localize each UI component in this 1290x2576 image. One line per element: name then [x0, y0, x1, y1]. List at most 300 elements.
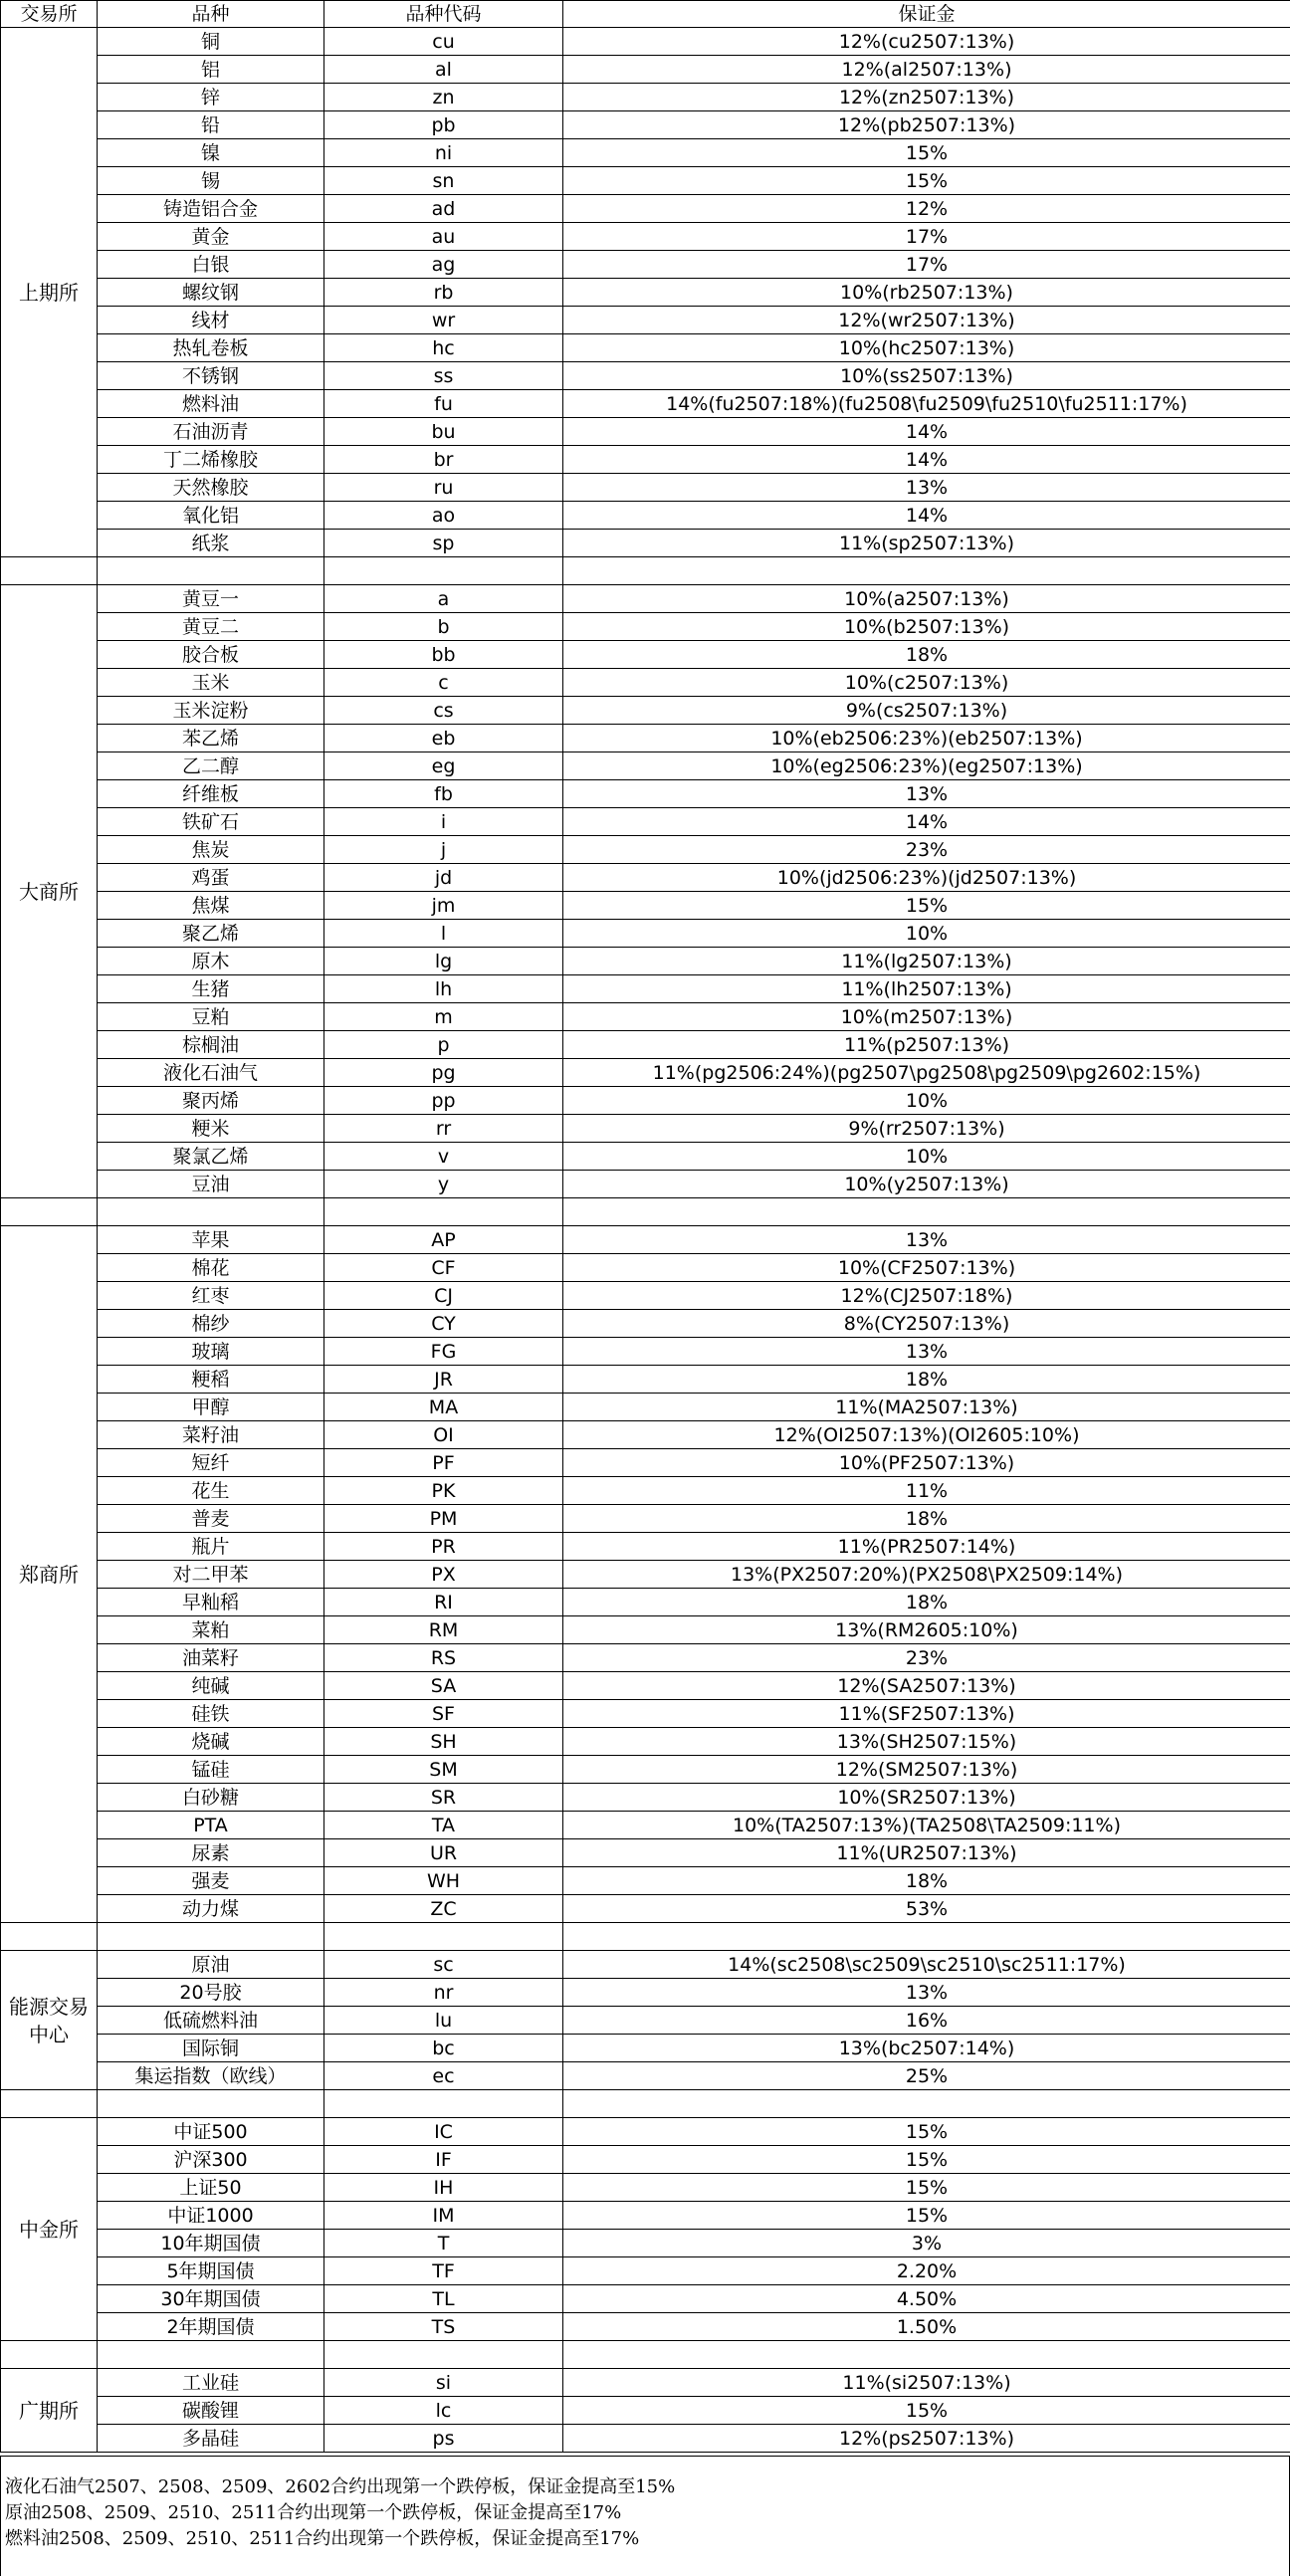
table-row — [1, 836, 1290, 864]
empty-cell — [98, 1923, 324, 1951]
empty-cell — [563, 2341, 1290, 2369]
code-cell: JR — [324, 1366, 563, 1394]
table-row — [1, 752, 1290, 780]
table-row — [1, 502, 1290, 530]
empty-cell — [98, 557, 324, 585]
code-cell: RI — [324, 1589, 563, 1616]
code-cell: b — [324, 613, 563, 641]
variety-cell: 原木 — [98, 948, 324, 975]
variety-cell: 玉米淀粉 — [98, 697, 324, 725]
exchange-cell: 广期所 — [1, 2369, 98, 2453]
variety-cell: 黄豆二 — [98, 613, 324, 641]
code-cell: si — [324, 2369, 563, 2397]
table-row — [1, 56, 1290, 84]
variety-cell: 动力煤 — [98, 1895, 324, 1923]
code-cell: PR — [324, 1533, 563, 1561]
margin-cell: 11%(SF2507:13%) — [563, 1700, 1290, 1728]
margin-cell: 13% — [563, 1226, 1290, 1254]
code-cell: m — [324, 1003, 563, 1031]
margin-cell: 15% — [563, 2146, 1290, 2174]
margin-cell: 10%(TA2507:13%)(TA2508\TA2509:11%) — [563, 1812, 1290, 1839]
code-cell: v — [324, 1143, 563, 1171]
table-row — [1, 390, 1290, 418]
empty-cell — [98, 2090, 324, 2118]
margin-cell: 10%(ss2507:13%) — [563, 362, 1290, 390]
margin-cell: 15% — [563, 2118, 1290, 2146]
code-cell: CJ — [324, 1282, 563, 1310]
variety-cell: 纤维板 — [98, 780, 324, 808]
table-row — [1, 167, 1290, 195]
margin-cell: 11%(sp2507:13%) — [563, 530, 1290, 557]
variety-cell: 螺纹钢 — [98, 279, 324, 307]
table-row — [1, 111, 1290, 139]
empty-cell — [563, 557, 1290, 585]
margin-cell: 14%(sc2508\sc2509\sc2510\sc2511:17%) — [563, 1951, 1290, 1979]
separator-row — [1, 2341, 1290, 2369]
margin-cell: 9%(rr2507:13%) — [563, 1115, 1290, 1143]
variety-cell: 锌 — [98, 84, 324, 111]
table-row — [1, 1394, 1290, 1421]
table-row — [1, 1561, 1290, 1589]
margin-cell: 23% — [563, 836, 1290, 864]
code-cell: T — [324, 2230, 563, 2257]
code-cell: MA — [324, 1394, 563, 1421]
code-cell: SA — [324, 1672, 563, 1700]
table-row — [1, 585, 1290, 613]
table-row — [1, 1003, 1290, 1031]
code-cell: ni — [324, 139, 563, 167]
margin-cell: 2.20% — [563, 2257, 1290, 2285]
margin-cell: 8%(CY2507:13%) — [563, 1310, 1290, 1338]
code-cell: SH — [324, 1728, 563, 1756]
code-cell: l — [324, 920, 563, 948]
table-row — [1, 307, 1290, 334]
table-row — [1, 1338, 1290, 1366]
table-row — [1, 28, 1290, 56]
table-row — [1, 1644, 1290, 1672]
margin-cell: 13%(PX2507:20%)(PX2508\PX2509:14%) — [563, 1561, 1290, 1589]
table-row — [1, 2062, 1290, 2090]
margin-cell: 12%(SM2507:13%) — [563, 1756, 1290, 1784]
table-row — [1, 725, 1290, 752]
code-cell: sp — [324, 530, 563, 557]
table-row — [1, 1282, 1290, 1310]
margin-cell: 14% — [563, 808, 1290, 836]
code-cell: SR — [324, 1784, 563, 1812]
margin-cell: 15% — [563, 167, 1290, 195]
code-cell: IH — [324, 2174, 563, 2202]
table-row — [1, 84, 1290, 111]
table-row — [1, 1533, 1290, 1561]
exchange-cell: 上期所 — [1, 28, 98, 557]
table-row — [1, 1979, 1290, 2007]
table-row — [1, 1366, 1290, 1394]
variety-cell: 菜粕 — [98, 1616, 324, 1644]
table-row — [1, 1839, 1290, 1867]
variety-cell: 低硫燃料油 — [98, 2007, 324, 2035]
variety-cell: 上证50 — [98, 2174, 324, 2202]
margin-cell: 10%(a2507:13%) — [563, 585, 1290, 613]
code-cell: ps — [324, 2425, 563, 2453]
margin-cell: 18% — [563, 641, 1290, 669]
exchange-cell: 能源交易中心 — [1, 1951, 98, 2090]
variety-cell: 玻璃 — [98, 1338, 324, 1366]
margin-cell: 14% — [563, 446, 1290, 474]
table-row — [1, 362, 1290, 390]
variety-cell: 铅 — [98, 111, 324, 139]
code-cell: ec — [324, 2062, 563, 2090]
variety-cell: 强麦 — [98, 1867, 324, 1895]
variety-cell: 花生 — [98, 1477, 324, 1505]
margin-cell: 11%(UR2507:13%) — [563, 1839, 1290, 1867]
margin-cell: 11%(MA2507:13%) — [563, 1394, 1290, 1421]
margin-cell: 18% — [563, 1366, 1290, 1394]
exchange-cell: 郑商所 — [1, 1226, 98, 1923]
code-cell: bb — [324, 641, 563, 669]
table-row — [1, 1449, 1290, 1477]
margin-cell: 14%(fu2507:18%)(fu2508\fu2509\fu2510\fu2511:17%) — [563, 390, 1290, 418]
table-row — [1, 139, 1290, 167]
variety-cell: 焦炭 — [98, 836, 324, 864]
code-cell: i — [324, 808, 563, 836]
variety-cell: 中证500 — [98, 2118, 324, 2146]
code-cell: PX — [324, 1561, 563, 1589]
margin-cell: 15% — [563, 2202, 1290, 2230]
empty-cell — [324, 1923, 563, 1951]
margin-cell: 13%(SH2507:15%) — [563, 1728, 1290, 1756]
variety-cell: 胶合板 — [98, 641, 324, 669]
variety-cell: 石油沥青 — [98, 418, 324, 446]
variety-cell: 集运指数（欧线） — [98, 2062, 324, 2090]
margin-cell: 10% — [563, 1143, 1290, 1171]
variety-cell: 原油 — [98, 1951, 324, 1979]
margin-cell: 10%(b2507:13%) — [563, 613, 1290, 641]
code-cell: rb — [324, 279, 563, 307]
table-row — [1, 1059, 1290, 1087]
separator-row — [1, 1198, 1290, 1226]
variety-cell: 2年期国债 — [98, 2313, 324, 2341]
table-row — [1, 1700, 1290, 1728]
code-cell: eb — [324, 725, 563, 752]
variety-cell: 沪深300 — [98, 2146, 324, 2174]
table-row — [1, 1254, 1290, 1282]
variety-cell: 菜籽油 — [98, 1421, 324, 1449]
table-row — [1, 1867, 1290, 1895]
variety-cell: 苯乙烯 — [98, 725, 324, 752]
code-cell: PK — [324, 1477, 563, 1505]
margin-cell: 12%(cu2507:13%) — [563, 28, 1290, 56]
table-row — [1, 1087, 1290, 1115]
table-row — [1, 195, 1290, 223]
margin-cell: 12%(CJ2507:18%) — [563, 1282, 1290, 1310]
code-cell: lg — [324, 948, 563, 975]
empty-cell — [324, 2341, 563, 2369]
separator-row — [1, 1923, 1290, 1951]
empty-cell — [324, 557, 563, 585]
variety-cell: 热轧卷板 — [98, 334, 324, 362]
empty-cell — [98, 2341, 324, 2369]
variety-cell: 聚乙烯 — [98, 920, 324, 948]
code-cell: sc — [324, 1951, 563, 1979]
variety-cell: 鸡蛋 — [98, 864, 324, 892]
margin-cell: 13% — [563, 1979, 1290, 2007]
variety-cell: 天然橡胶 — [98, 474, 324, 502]
code-cell: IM — [324, 2202, 563, 2230]
variety-cell: 锡 — [98, 167, 324, 195]
margin-cell: 12%(al2507:13%) — [563, 56, 1290, 84]
table-row — [1, 2230, 1290, 2257]
empty-cell — [563, 2090, 1290, 2118]
variety-cell: 黄豆一 — [98, 585, 324, 613]
code-cell: sn — [324, 167, 563, 195]
variety-cell: 粳米 — [98, 1115, 324, 1143]
exchange-cell: 中金所 — [1, 2118, 98, 2341]
margin-cell: 10%(c2507:13%) — [563, 669, 1290, 697]
code-cell: rr — [324, 1115, 563, 1143]
margin-cell: 14% — [563, 418, 1290, 446]
code-cell: ZC — [324, 1895, 563, 1923]
variety-cell: 氧化铝 — [98, 502, 324, 530]
variety-cell: 铝 — [98, 56, 324, 84]
variety-cell: 棕榈油 — [98, 1031, 324, 1059]
code-cell: CY — [324, 1310, 563, 1338]
code-cell: pb — [324, 111, 563, 139]
margin-cell: 1.50% — [563, 2313, 1290, 2341]
margin-cell: 10%(SR2507:13%) — [563, 1784, 1290, 1812]
table-row — [1, 1728, 1290, 1756]
code-cell: SF — [324, 1700, 563, 1728]
variety-cell: 聚氯乙烯 — [98, 1143, 324, 1171]
variety-cell: 聚丙烯 — [98, 1087, 324, 1115]
table-row — [1, 1616, 1290, 1644]
margin-cell: 10%(m2507:13%) — [563, 1003, 1290, 1031]
code-cell: cs — [324, 697, 563, 725]
code-cell: ss — [324, 362, 563, 390]
margin-table-body — [1, 1, 1290, 2453]
table-row — [1, 1115, 1290, 1143]
code-cell: y — [324, 1171, 563, 1198]
code-cell: nr — [324, 1979, 563, 2007]
variety-cell: 白银 — [98, 251, 324, 279]
margin-cell: 12%(wr2507:13%) — [563, 307, 1290, 334]
code-cell: RS — [324, 1644, 563, 1672]
note-line: 燃料油2508、2509、2510、2511合约出现第一个跌停板，保证金提高至17% — [5, 2528, 640, 2549]
variety-cell: 液化石油气 — [98, 1059, 324, 1087]
margin-cell: 3% — [563, 2230, 1290, 2257]
code-cell: ao — [324, 502, 563, 530]
table-row — [1, 1226, 1290, 1254]
variety-cell: 棉花 — [98, 1254, 324, 1282]
margin-cell: 10%(rb2507:13%) — [563, 279, 1290, 307]
margin-cell: 10%(y2507:13%) — [563, 1171, 1290, 1198]
code-cell: SM — [324, 1756, 563, 1784]
table-row — [1, 1951, 1290, 1979]
variety-cell: 线材 — [98, 307, 324, 334]
margin-cell: 18% — [563, 1505, 1290, 1533]
margin-cell: 10%(eg2506:23%)(eg2507:13%) — [563, 752, 1290, 780]
code-cell: RM — [324, 1616, 563, 1644]
empty-cell — [1, 1923, 98, 1951]
header-variety: 品种 — [98, 1, 324, 28]
code-cell: ad — [324, 195, 563, 223]
code-cell: bc — [324, 2035, 563, 2062]
margin-cell: 13%(RM2605:10%) — [563, 1616, 1290, 1644]
table-row — [1, 669, 1290, 697]
variety-cell: 甲醇 — [98, 1394, 324, 1421]
code-cell: PF — [324, 1449, 563, 1477]
margin-cell: 10%(PF2507:13%) — [563, 1449, 1290, 1477]
table-row — [1, 1143, 1290, 1171]
margin-cell: 15% — [563, 892, 1290, 920]
table-row — [1, 1421, 1290, 1449]
margin-cell: 13% — [563, 474, 1290, 502]
margin-cell: 4.50% — [563, 2285, 1290, 2313]
code-cell: TL — [324, 2285, 563, 2313]
table-row — [1, 1672, 1290, 1700]
empty-cell — [563, 1198, 1290, 1226]
code-cell: c — [324, 669, 563, 697]
empty-cell — [1, 557, 98, 585]
code-cell: IF — [324, 2146, 563, 2174]
margin-cell: 18% — [563, 1589, 1290, 1616]
table-row — [1, 1895, 1290, 1923]
table-row — [1, 2174, 1290, 2202]
variety-cell: 30年期国债 — [98, 2285, 324, 2313]
code-cell: AP — [324, 1226, 563, 1254]
table-row — [1, 446, 1290, 474]
code-cell: a — [324, 585, 563, 613]
table-row — [1, 2313, 1290, 2341]
margin-cell: 11%(si2507:13%) — [563, 2369, 1290, 2397]
margin-cell: 10%(jd2506:23%)(jd2507:13%) — [563, 864, 1290, 892]
code-cell: fu — [324, 390, 563, 418]
empty-cell — [563, 1923, 1290, 1951]
variety-cell: 硅铁 — [98, 1700, 324, 1728]
variety-cell: 纯碱 — [98, 1672, 324, 1700]
code-cell: pg — [324, 1059, 563, 1087]
margin-cell: 17% — [563, 251, 1290, 279]
code-cell: lu — [324, 2007, 563, 2035]
table-row — [1, 808, 1290, 836]
variety-cell: PTA — [98, 1812, 324, 1839]
variety-cell: 瓶片 — [98, 1533, 324, 1561]
table-row — [1, 1031, 1290, 1059]
table-row — [1, 2397, 1290, 2425]
margin-cell: 12% — [563, 195, 1290, 223]
code-cell: UR — [324, 1839, 563, 1867]
variety-cell: 普麦 — [98, 1505, 324, 1533]
empty-cell — [324, 2090, 563, 2118]
code-cell: bu — [324, 418, 563, 446]
table-row — [1, 2007, 1290, 2035]
code-cell: CF — [324, 1254, 563, 1282]
margin-cell: 23% — [563, 1644, 1290, 1672]
table-row — [1, 2285, 1290, 2313]
table-row — [1, 334, 1290, 362]
margin-cell: 18% — [563, 1867, 1290, 1895]
table-row — [1, 864, 1290, 892]
table-row — [1, 251, 1290, 279]
code-cell: ag — [324, 251, 563, 279]
variety-cell: 焦煤 — [98, 892, 324, 920]
code-cell: lc — [324, 2397, 563, 2425]
code-cell: IC — [324, 2118, 563, 2146]
margin-cell: 16% — [563, 2007, 1290, 2035]
variety-cell: 黄金 — [98, 223, 324, 251]
margin-cell: 10%(eb2506:23%)(eb2507:13%) — [563, 725, 1290, 752]
table-row — [1, 2257, 1290, 2285]
code-cell: TA — [324, 1812, 563, 1839]
margin-cell: 10%(hc2507:13%) — [563, 334, 1290, 362]
code-cell: au — [324, 223, 563, 251]
variety-cell: 铜 — [98, 28, 324, 56]
margin-cell: 14% — [563, 502, 1290, 530]
header-margin: 保证金 — [563, 1, 1290, 28]
margin-cell: 13% — [563, 1338, 1290, 1366]
table-row — [1, 948, 1290, 975]
table-row — [1, 2146, 1290, 2174]
table-row — [1, 1784, 1290, 1812]
variety-cell: 碳酸锂 — [98, 2397, 324, 2425]
margin-cell: 25% — [563, 2062, 1290, 2090]
notes-box — [0, 2456, 1290, 2576]
variety-cell: 铁矿石 — [98, 808, 324, 836]
empty-cell — [98, 1198, 324, 1226]
table-row — [1, 2202, 1290, 2230]
variety-cell: 苹果 — [98, 1226, 324, 1254]
variety-cell: 烧碱 — [98, 1728, 324, 1756]
code-cell: eg — [324, 752, 563, 780]
margin-cell: 9%(cs2507:13%) — [563, 697, 1290, 725]
table-row — [1, 2425, 1290, 2453]
table-row — [1, 613, 1290, 641]
table-row — [1, 2369, 1290, 2397]
code-cell: OI — [324, 1421, 563, 1449]
empty-cell — [1, 2341, 98, 2369]
variety-cell: 对二甲苯 — [98, 1561, 324, 1589]
variety-cell: 棉纱 — [98, 1310, 324, 1338]
empty-cell — [1, 2090, 98, 2118]
margin-cell: 15% — [563, 139, 1290, 167]
margin-cell: 12%(pb2507:13%) — [563, 111, 1290, 139]
variety-cell: 粳稻 — [98, 1366, 324, 1394]
table-row — [1, 892, 1290, 920]
code-cell: TF — [324, 2257, 563, 2285]
variety-cell: 10年期国债 — [98, 2230, 324, 2257]
margin-cell: 53% — [563, 1895, 1290, 1923]
table-row — [1, 1812, 1290, 1839]
variety-cell: 玉米 — [98, 669, 324, 697]
variety-cell: 20号胶 — [98, 1979, 324, 2007]
variety-cell: 工业硅 — [98, 2369, 324, 2397]
variety-cell: 镍 — [98, 139, 324, 167]
table-row — [1, 2118, 1290, 2146]
table-row — [1, 697, 1290, 725]
code-cell: PM — [324, 1505, 563, 1533]
table-row — [1, 1589, 1290, 1616]
header-exchange: 交易所 — [1, 1, 98, 28]
margin-cell: 11%(lh2507:13%) — [563, 975, 1290, 1003]
code-cell: lh — [324, 975, 563, 1003]
variety-cell: 多晶硅 — [98, 2425, 324, 2453]
table-row — [1, 975, 1290, 1003]
variety-cell: 不锈钢 — [98, 362, 324, 390]
code-cell: p — [324, 1031, 563, 1059]
table-row — [1, 641, 1290, 669]
header-code: 品种代码 — [324, 1, 563, 28]
variety-cell: 5年期国债 — [98, 2257, 324, 2285]
variety-cell: 早籼稻 — [98, 1589, 324, 1616]
